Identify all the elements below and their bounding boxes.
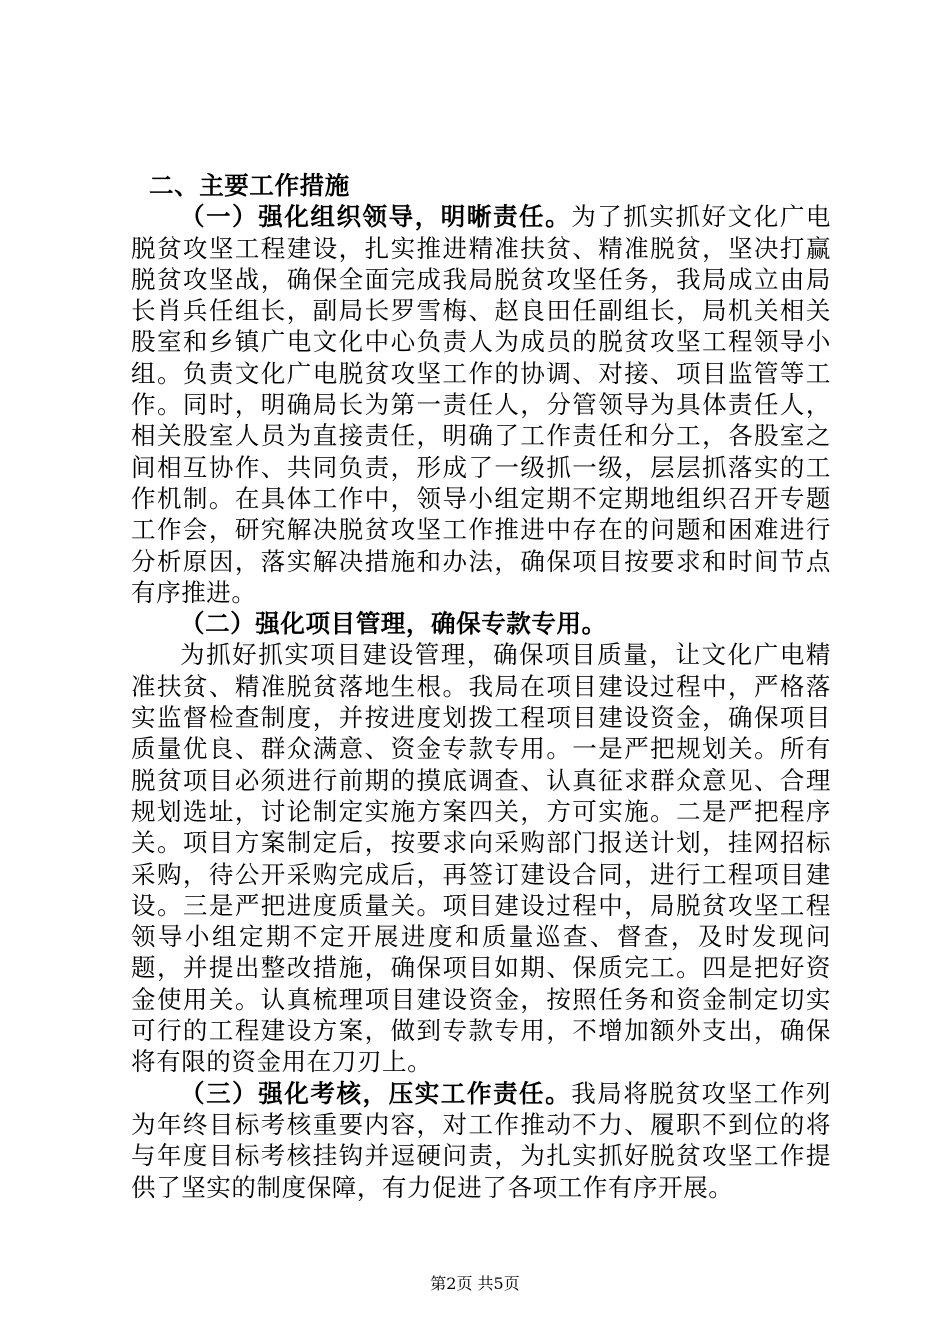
section-heading: 二、主要工作措施 [149, 171, 350, 200]
page-footer [0, 1274, 950, 1294]
paragraph-2 [131, 608, 831, 639]
document-body [131, 170, 831, 1203]
paragraph-1 [131, 201, 831, 608]
paragraph-1-body: 为了抓实抓好文化广电脱贫攻坚工程建设，扎实推进精准扶贫、精准脱贫，坚决打赢脱贫攻坚战，确保全面完成我局脱贫攻坚任务，我局成立由局长肖兵任组长，副局长罗雪梅、赵良田任副组长，局机关相关股室和乡镇广电文化中心负责人为成员的脱贫攻坚工程领导小组。负责文化广电脱贫攻坚工作的协调、对接、项目监管等工作。同时，明确局长为第一责任人，分管领导为具体责任人，相关股室人员为直接责任，明确了工作责任和分工，各股室之间相互协作、共同负责，形成了一级抓一级，层层抓落实的工作机制。在具体工作中，领导小组定期不定期地组织召开专题工作会，研究解决脱贫攻坚工作推进中存在的问题和困难进行分析原因，落实解决措施和办法，确保项目按要求和时间节点有序推进。 [131, 202, 831, 607]
paragraph-1-lead: （一）强化组织领导，明晰责任。 [180, 202, 572, 232]
paragraph-4 [131, 1078, 831, 1203]
paragraph-3 [131, 639, 831, 1077]
paragraph-4-lead: （三）强化考核，压实工作责任。 [180, 1078, 572, 1108]
page-number-label: 第2页 共5页 [430, 1274, 520, 1293]
paragraph-2-lead: （二）强化项目管理，确保专款专用。 [180, 609, 607, 639]
paragraph-4-body: 我局将脱贫攻坚工作列为年终目标考核重要内容，对工作推动不力、履职不到位的将与年度目标考核挂钩并逗硬问责，为扎实抓好脱贫攻坚工作提供了坚实的制度保障，有力促进了各项工作有序开展。 [131, 1078, 831, 1202]
paragraph-3-body: 为抓好抓实项目建设管理，确保项目质量，让文化广电精准扶贫、精准脱贫落地生根。我局在项目建设过程中，严格落实监督检查制度，并按进度划拨工程项目建设资金，确保项目质量优良、群众满意、资金专款专用。一是严把规划关。所有脱贫项目必须进行前期的摸底调查、认真征求群众意见、合理规划选址，讨论制定实施方案四关，方可实施。二是严把程序关。项目方案制定后，按要求向采购部门报送计划，挂网招标采购，待公开采购完成后，再签订建设合同，进行工程项目建设。三是严把进度质量关。项目建设过程中，局脱贫攻坚工程领导小组定期不定开展进度和质量巡查、督查，及时发现问题，并提出整改措施，确保项目如期、保质完工。四是把好资金使用关。认真梳理项目建设资金，按照任务和资金制定切实可行的工程建设方案，做到专款专用，不增加额外支出，确保将有限的资金用在刀刃上。 [131, 640, 831, 1077]
